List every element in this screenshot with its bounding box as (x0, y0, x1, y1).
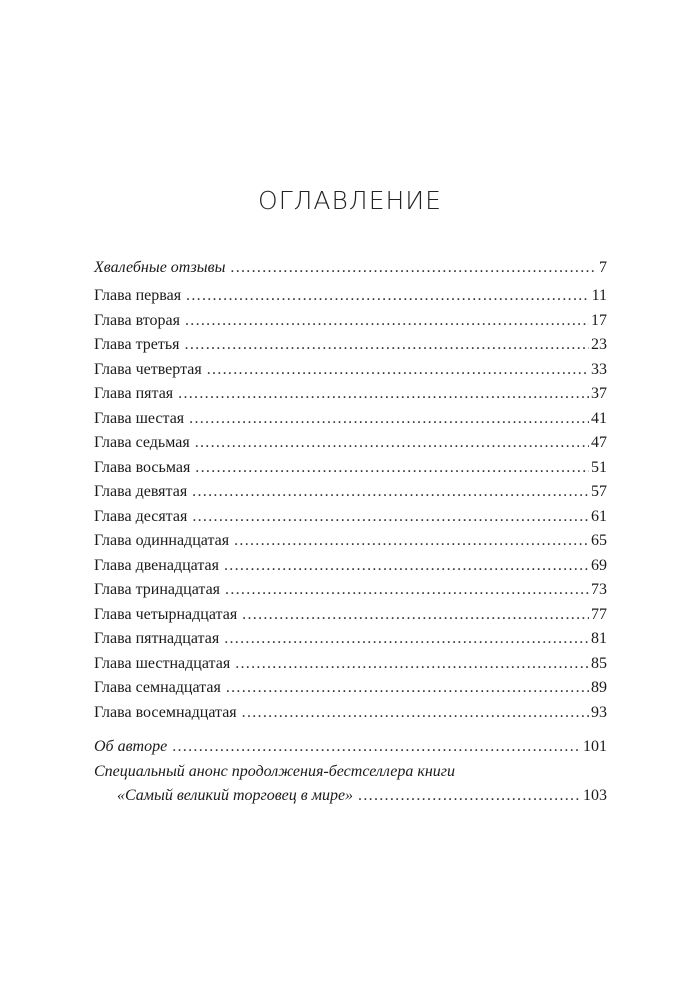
toc-entry-label: Глава одиннадцатая (94, 532, 230, 549)
dot-leader (230, 256, 597, 281)
toc-entry-page: 77 (591, 605, 607, 623)
toc-entry-page: 41 (591, 409, 607, 427)
toc-entry-chapter[interactable] (94, 333, 607, 358)
toc-entry-label: Глава вторая (94, 311, 180, 329)
toc-entry-page: 81 (591, 630, 607, 647)
toc-entry-page: 93 (591, 703, 607, 721)
dot-leader (192, 505, 589, 530)
toc-back-matter (94, 735, 607, 809)
toc-entry-label: Глава пятнадцатая (94, 630, 220, 647)
toc-entry-chapter[interactable] (94, 505, 607, 530)
toc-entry-page: 33 (591, 360, 607, 378)
toc-entry-page: 69 (591, 556, 607, 574)
toc-entry-chapter[interactable] (94, 603, 607, 628)
toc-entry-chapter[interactable] (94, 578, 607, 603)
toc-entry-chapter[interactable] (94, 554, 607, 579)
toc-entry-label: Глава восьмая (94, 458, 191, 476)
dot-leader (178, 382, 589, 407)
dot-leader (185, 309, 589, 334)
toc-entry-label: Глава шестнадцатая (94, 654, 231, 672)
dot-leader (207, 358, 589, 383)
dot-leader (195, 456, 589, 481)
toc-entry-chapter[interactable] (94, 456, 607, 481)
toc-entry-label: «Самый великий торговец в мире» (117, 787, 354, 804)
dot-leader (224, 627, 589, 652)
dot-leader (242, 603, 589, 628)
toc-entry-page: 73 (591, 581, 607, 598)
dot-leader (172, 735, 581, 760)
toc-entry-chapter[interactable] (94, 309, 607, 334)
toc-entry-label: Глава девятая (94, 483, 188, 500)
toc-entry-label: Глава пятая (94, 385, 174, 402)
dot-leader (234, 529, 589, 554)
toc-entry-about-author[interactable] (94, 735, 607, 760)
toc-entry-label: Глава седьмая (94, 434, 190, 451)
dot-leader (224, 554, 589, 579)
toc-entry-page: 23 (591, 336, 607, 353)
dot-leader (235, 652, 589, 677)
toc-entry-label: Глава десятая (94, 507, 188, 525)
toc-entry-label: Глава первая (94, 287, 182, 304)
toc-entry-label: Глава четвертая (94, 360, 202, 378)
toc-entry-page: 17 (591, 311, 607, 329)
toc-entry-page: 85 (591, 654, 607, 672)
dot-leader (358, 784, 581, 809)
toc-entry-label: Глава шестая (94, 409, 185, 427)
dot-leader (225, 578, 589, 603)
toc-entry-special-line1[interactable]: Специальный анонс продолжения-бестселлера книги (94, 762, 456, 780)
toc-entry-chapter[interactable] (94, 407, 607, 432)
toc-entry-page: 7 (599, 259, 607, 276)
toc-entry-label: Глава восемнадцатая (94, 703, 237, 721)
dot-leader (242, 701, 589, 726)
toc-entry-chapter[interactable] (94, 652, 607, 677)
toc-entry-chapter[interactable] (94, 676, 607, 701)
toc-entry-page: 61 (591, 507, 607, 525)
toc-entry-praise[interactable] (94, 256, 607, 281)
dot-leader (189, 407, 589, 432)
toc-entry-page: 47 (591, 434, 607, 451)
toc-entry-special-announcement[interactable] (94, 784, 607, 809)
dot-leader (195, 431, 589, 456)
dot-leader (226, 676, 589, 701)
toc-entry-label: Глава двенадцатая (94, 556, 219, 574)
toc-entry-page: 65 (591, 532, 607, 549)
toc-entry-label: Глава четырнадцатая (94, 605, 238, 623)
dot-leader (185, 333, 589, 358)
toc-entry-chapter[interactable] (94, 358, 607, 383)
toc-entry-chapter[interactable] (94, 529, 607, 554)
toc-entry-page: 89 (591, 679, 607, 696)
toc-entry-label: Хвалебные отзывы (94, 259, 226, 276)
toc-entry-label: Глава семнадцатая (94, 679, 221, 696)
toc-entry-label: Глава третья (94, 336, 180, 353)
dot-leader (186, 284, 590, 309)
toc-entry-label: Глава тринадцатая (94, 581, 221, 598)
toc-entry-page: 103 (583, 787, 607, 804)
toc-chapters (94, 284, 607, 725)
toc-front-matter (94, 256, 607, 281)
toc-entry-page: 11 (591, 287, 607, 304)
toc-entry-chapter[interactable] (94, 480, 607, 505)
toc-entry-page: 101 (583, 738, 607, 755)
toc-entry-chapter[interactable] (94, 701, 607, 726)
toc-entry-chapter[interactable] (94, 284, 607, 309)
page-title: ОГЛАВЛЕНИЕ (258, 186, 442, 215)
toc-entry-page: 51 (591, 458, 607, 476)
toc-entry-page: 57 (591, 483, 607, 500)
toc-entry-chapter[interactable] (94, 431, 607, 456)
toc-entry-chapter[interactable] (94, 382, 607, 407)
toc-entry-chapter[interactable] (94, 627, 607, 652)
toc-entry-label: Об авторе (94, 738, 168, 755)
dot-leader (192, 480, 589, 505)
toc-entry-page: 37 (591, 385, 607, 402)
